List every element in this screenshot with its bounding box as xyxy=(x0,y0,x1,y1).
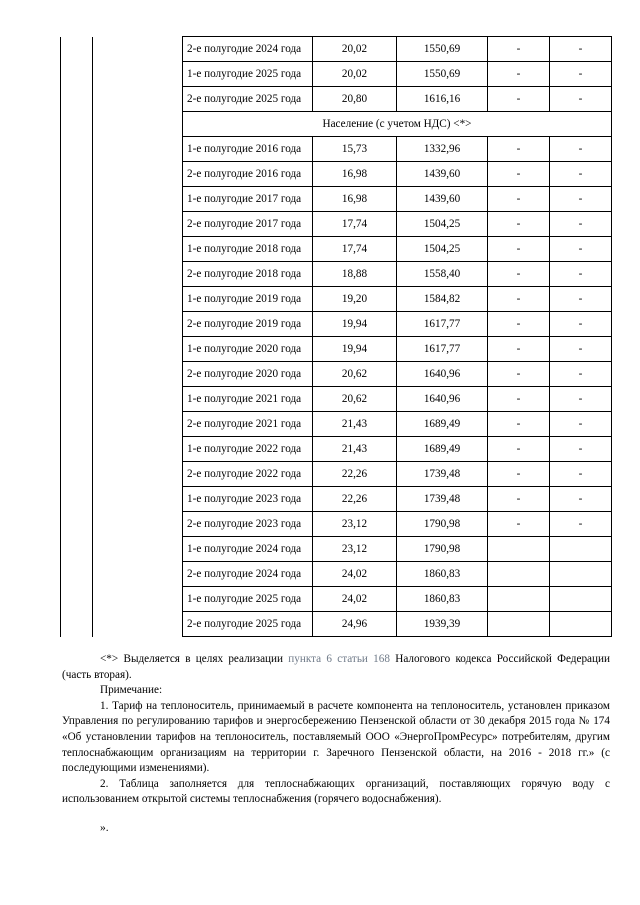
value-cell: - xyxy=(550,437,612,462)
value-cell xyxy=(550,537,612,562)
blank-cell xyxy=(61,337,93,362)
blank-cell xyxy=(93,412,183,437)
blank-cell xyxy=(93,212,183,237)
section-title: Население (с учетом НДС) <*> xyxy=(183,112,612,137)
value-cell: 19,94 xyxy=(313,337,397,362)
value-cell: 1504,25 xyxy=(397,212,488,237)
blank-cell xyxy=(61,462,93,487)
blank-cell xyxy=(61,612,93,637)
value-cell: - xyxy=(488,387,550,412)
blank-cell xyxy=(61,87,93,112)
blank-cell xyxy=(93,112,183,137)
table-row xyxy=(61,362,612,387)
value-cell: - xyxy=(488,487,550,512)
value-cell: 22,26 xyxy=(313,462,397,487)
blank-cell xyxy=(61,212,93,237)
blank-cell xyxy=(61,562,93,587)
blank-cell xyxy=(93,162,183,187)
value-cell: 21,43 xyxy=(313,437,397,462)
blank-cell xyxy=(93,387,183,412)
value-cell: - xyxy=(550,337,612,362)
period-cell: 1-е полугодие 2018 года xyxy=(183,237,313,262)
value-cell: - xyxy=(550,362,612,387)
value-cell: - xyxy=(550,87,612,112)
value-cell: - xyxy=(488,262,550,287)
period-cell: 2-е полугодие 2025 года xyxy=(183,87,313,112)
blank-cell xyxy=(61,387,93,412)
value-cell: - xyxy=(550,462,612,487)
value-cell: - xyxy=(550,237,612,262)
blank-cell xyxy=(93,487,183,512)
table-row xyxy=(61,512,612,537)
table-row xyxy=(61,312,612,337)
value-cell: - xyxy=(488,187,550,212)
footnote-law-link[interactable]: пункта 6 статьи 168 xyxy=(288,653,390,665)
value-cell: 1689,49 xyxy=(397,437,488,462)
value-cell xyxy=(550,562,612,587)
value-cell xyxy=(488,612,550,637)
period-cell: 1-е полугодие 2019 года xyxy=(183,287,313,312)
blank-cell xyxy=(61,237,93,262)
table-row xyxy=(61,587,612,612)
blank-cell xyxy=(93,462,183,487)
value-cell: 16,98 xyxy=(313,162,397,187)
value-cell: 1617,77 xyxy=(397,337,488,362)
period-cell: 2-е полугодие 2024 года xyxy=(183,562,313,587)
blank-cell xyxy=(93,587,183,612)
footnote-text-after: Налогового кодекса Российской Федерации (часть вторая). xyxy=(62,653,610,681)
blank-cell xyxy=(61,437,93,462)
blank-cell xyxy=(93,262,183,287)
value-cell: 1616,16 xyxy=(397,87,488,112)
period-cell: 1-е полугодие 2017 года xyxy=(183,187,313,212)
value-cell: - xyxy=(488,287,550,312)
table-row xyxy=(61,162,612,187)
blank-cell xyxy=(61,162,93,187)
value-cell: - xyxy=(550,62,612,87)
value-cell: 1504,25 xyxy=(397,237,488,262)
value-cell: 1584,82 xyxy=(397,287,488,312)
period-cell: 2-е полугодие 2021 года xyxy=(183,412,313,437)
value-cell: 1739,48 xyxy=(397,487,488,512)
closing-quote: ». xyxy=(100,822,109,834)
table-body-after-section xyxy=(61,137,612,637)
blank-cell xyxy=(93,287,183,312)
notes-block xyxy=(62,652,610,808)
value-cell: 1689,49 xyxy=(397,412,488,437)
period-cell: 1-е полугодие 2016 года xyxy=(183,137,313,162)
period-cell: 1-е полугодие 2021 года xyxy=(183,387,313,412)
value-cell: 1640,96 xyxy=(397,387,488,412)
blank-cell xyxy=(61,587,93,612)
period-cell: 2-е полугодие 2018 года xyxy=(183,262,313,287)
value-cell: 1860,83 xyxy=(397,587,488,612)
blank-cell xyxy=(93,312,183,337)
table-row xyxy=(61,537,612,562)
period-cell: 1-е полугодие 2024 года xyxy=(183,537,313,562)
note-2: 2. Таблица заполняется для теплоснабжающих организаций, поставляющих горячую воду с использованием открытой системы теплоснабжения (горячего водоснабжения). xyxy=(62,777,610,806)
value-cell: - xyxy=(488,212,550,237)
period-cell: 1-е полугодие 2023 года xyxy=(183,487,313,512)
value-cell xyxy=(488,587,550,612)
period-cell: 2-е полугодие 2025 года xyxy=(183,612,313,637)
value-cell: - xyxy=(488,362,550,387)
value-cell: 1558,40 xyxy=(397,262,488,287)
table-row xyxy=(61,487,612,512)
period-cell: 2-е полугодие 2023 года xyxy=(183,512,313,537)
blank-cell xyxy=(93,612,183,637)
table-row xyxy=(61,412,612,437)
value-cell: 1939,39 xyxy=(397,612,488,637)
value-cell: 1617,77 xyxy=(397,312,488,337)
value-cell: 20,62 xyxy=(313,362,397,387)
footnote-text-before: <*> Выделяется в целях реализации xyxy=(100,653,289,665)
period-cell: 1-е полугодие 2022 года xyxy=(183,437,313,462)
value-cell: - xyxy=(550,187,612,212)
period-cell: 2-е полугодие 2024 года xyxy=(183,37,313,62)
value-cell: 21,43 xyxy=(313,412,397,437)
blank-cell xyxy=(93,562,183,587)
value-cell: - xyxy=(488,62,550,87)
value-cell: 1439,60 xyxy=(397,187,488,212)
value-cell: - xyxy=(550,212,612,237)
value-cell: - xyxy=(550,162,612,187)
value-cell: - xyxy=(550,137,612,162)
value-cell: 1439,60 xyxy=(397,162,488,187)
blank-cell xyxy=(61,137,93,162)
value-cell: 1790,98 xyxy=(397,512,488,537)
blank-cell xyxy=(61,312,93,337)
value-cell: - xyxy=(550,512,612,537)
period-cell: 1-е полугодие 2025 года xyxy=(183,587,313,612)
value-cell: 1550,69 xyxy=(397,37,488,62)
value-cell: 24,02 xyxy=(313,587,397,612)
blank-cell xyxy=(93,512,183,537)
blank-cell xyxy=(93,87,183,112)
value-cell: 20,80 xyxy=(313,87,397,112)
blank-cell xyxy=(93,362,183,387)
value-cell: - xyxy=(488,162,550,187)
blank-cell xyxy=(93,437,183,462)
footnote xyxy=(62,652,610,683)
value-cell: - xyxy=(550,37,612,62)
blank-cell xyxy=(61,187,93,212)
table-row xyxy=(61,612,612,637)
value-cell: - xyxy=(488,237,550,262)
value-cell: 17,74 xyxy=(313,212,397,237)
value-cell: 23,12 xyxy=(313,537,397,562)
value-cell xyxy=(550,612,612,637)
table-section-header xyxy=(61,112,612,137)
table-row xyxy=(61,262,612,287)
blank-cell xyxy=(93,237,183,262)
table-row xyxy=(61,37,612,62)
note-1: 1. Тариф на теплоноситель, принимаемый в расчете компонента на теплоноситель, установлен приказом Управления по регулированию тарифов и энергосбережению Пензенской области от 30 декабря 2015 года № 174 «Об установлении тарифов на теплоноситель, поставляемый ООО «ЭнергоПромРесурс» потребителям, другим теплоснабжающим организациям на территории г. Заречного Пензенской области, на 2016 - 2018 гг.» (с последующими изменениями). xyxy=(62,699,610,775)
blank-cell xyxy=(93,187,183,212)
blank-cell xyxy=(93,537,183,562)
note-heading: Примечание: xyxy=(100,684,163,697)
value-cell: 1860,83 xyxy=(397,562,488,587)
period-cell: 2-е полугодие 2022 года xyxy=(183,462,313,487)
period-cell: 2-е полугодие 2020 года xyxy=(183,362,313,387)
value-cell: 17,74 xyxy=(313,237,397,262)
value-cell: 22,26 xyxy=(313,487,397,512)
value-cell: - xyxy=(550,287,612,312)
value-cell: 20,02 xyxy=(313,62,397,87)
value-cell: - xyxy=(488,512,550,537)
value-cell: - xyxy=(550,387,612,412)
value-cell xyxy=(550,587,612,612)
period-cell: 2-е полугодие 2019 года xyxy=(183,312,313,337)
table-row xyxy=(61,287,612,312)
value-cell: - xyxy=(488,137,550,162)
blank-cell xyxy=(61,512,93,537)
value-cell: 19,94 xyxy=(313,312,397,337)
blank-cell xyxy=(61,537,93,562)
table-body-before-section xyxy=(61,37,612,112)
period-cell: 1-е полугодие 2020 года xyxy=(183,337,313,362)
tariff-table xyxy=(60,36,612,637)
value-cell: - xyxy=(488,412,550,437)
value-cell: 1790,98 xyxy=(397,537,488,562)
table-row xyxy=(61,87,612,112)
value-cell: - xyxy=(550,412,612,437)
blank-cell xyxy=(93,137,183,162)
value-cell: 18,88 xyxy=(313,262,397,287)
value-cell: - xyxy=(550,262,612,287)
value-cell: - xyxy=(550,312,612,337)
table-row xyxy=(61,212,612,237)
blank-cell xyxy=(61,487,93,512)
value-cell: 23,12 xyxy=(313,512,397,537)
value-cell: 24,02 xyxy=(313,562,397,587)
blank-cell xyxy=(93,37,183,62)
value-cell: - xyxy=(488,337,550,362)
table-row xyxy=(61,387,612,412)
table-row xyxy=(61,237,612,262)
value-cell: - xyxy=(550,487,612,512)
value-cell: 15,73 xyxy=(313,137,397,162)
value-cell: 19,20 xyxy=(313,287,397,312)
table-row xyxy=(61,437,612,462)
blank-cell xyxy=(61,412,93,437)
table-row xyxy=(61,187,612,212)
table-row xyxy=(61,562,612,587)
period-cell: 1-е полугодие 2025 года xyxy=(183,62,313,87)
blank-cell xyxy=(93,337,183,362)
value-cell: 16,98 xyxy=(313,187,397,212)
value-cell: 1550,69 xyxy=(397,62,488,87)
table-row xyxy=(61,337,612,362)
value-cell: - xyxy=(488,87,550,112)
value-cell: 20,02 xyxy=(313,37,397,62)
value-cell: - xyxy=(488,37,550,62)
blank-cell xyxy=(61,37,93,62)
value-cell: 1739,48 xyxy=(397,462,488,487)
value-cell: 24,96 xyxy=(313,612,397,637)
blank-cell xyxy=(61,112,93,137)
value-cell xyxy=(488,537,550,562)
value-cell: - xyxy=(488,462,550,487)
table-row xyxy=(61,137,612,162)
value-cell: 1332,96 xyxy=(397,137,488,162)
table-row xyxy=(61,62,612,87)
period-cell: 2-е полугодие 2017 года xyxy=(183,212,313,237)
value-cell: - xyxy=(488,312,550,337)
table-row xyxy=(61,462,612,487)
blank-cell xyxy=(93,62,183,87)
blank-cell xyxy=(61,262,93,287)
blank-cell xyxy=(61,287,93,312)
blank-cell xyxy=(61,62,93,87)
value-cell xyxy=(488,562,550,587)
section-row xyxy=(61,112,612,137)
period-cell: 2-е полугодие 2016 года xyxy=(183,162,313,187)
value-cell: 20,62 xyxy=(313,387,397,412)
blank-cell xyxy=(61,362,93,387)
value-cell: - xyxy=(488,437,550,462)
value-cell: 1640,96 xyxy=(397,362,488,387)
